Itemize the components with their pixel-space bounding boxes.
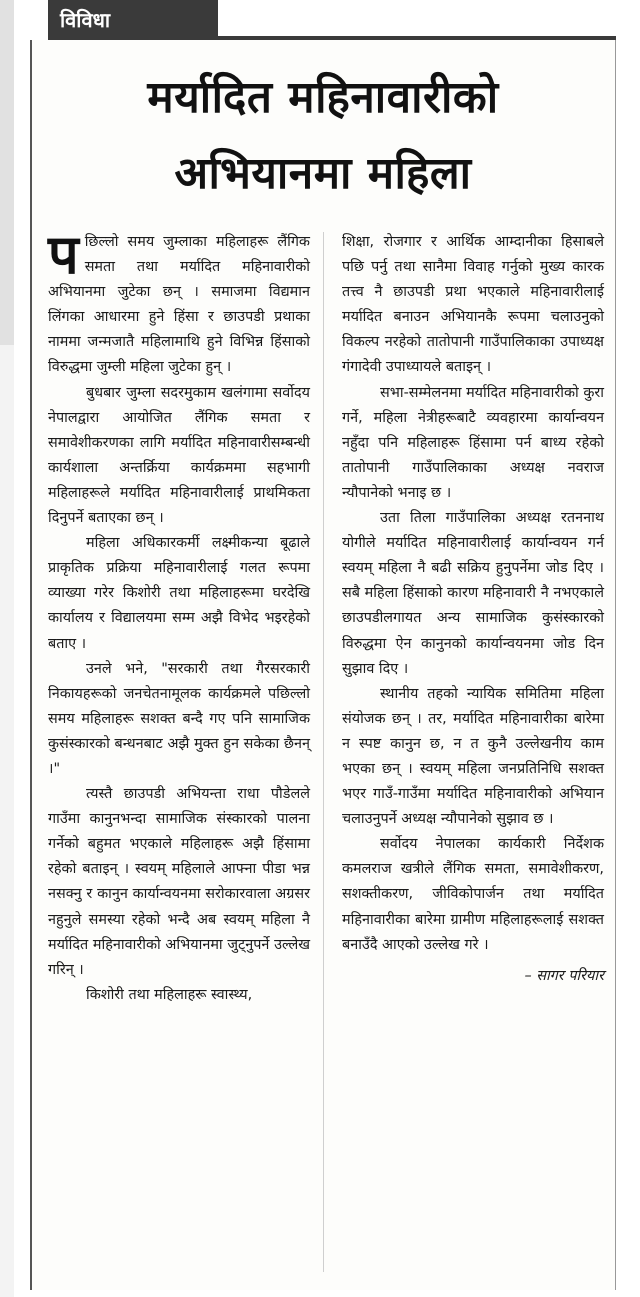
article-column-left (48, 223, 310, 1008)
article-paragraph: शिक्षा, रोजगार र आर्थिक आम्दानीका हिसाबले पछि पर्नु तथा सानैमा विवाह गर्नुको मुख्य कारक तत्त्व नै छाउपडी प्रथा भएकाले महिनावारीलाई मर्यादित बनाउन अभियानकै रूपमा चलाउनुको विकल्प नरहेको तातोपानी गाउँपालिकाका उपाध्यक्ष गंगादेवी उपाध्यायले बताइन् । (342, 234, 604, 376)
article-paragraph: त्यस्तै छाउपडी अभियन्ता राधा पौडेलले गाउँमा कानुनभन्दा सामाजिक संस्कारको पालना गर्नेको बहुमत भएकाले महिलाहरू अझै हिंसामा रहेको बताइन् । स्वयम् महिलाले आफ्ना पीडा भन्न नसक्नु र कानुन कार्यान्वयनमा सरोकारवाला अग्रसर नहुनुले समस्या रहेको भन्दै अब स्वयम् महिला नै मर्यादित महिनावारीको अभियानमा जुट्नुपर्ने उल्लेख गरिन् । (48, 786, 310, 978)
article-paragraph: उता तिला गाउँपालिका अध्यक्ष रतननाथ योगीले मर्यादित महिनावारीलाई कार्यान्वयन गर्न स्वयम् महिला नै बढी सक्रिय हुनुपर्नेमा जोड दिए । सबै महिला हिंसाको कारण महिनावारी नै नभएकाले छाउपडीलगायत अन्य सामाजिक कुसंस्कारको विरुद्धमा ऐन कानुनको कार्यान्वयनमा जोड दिन सुझाव दिए । (342, 510, 604, 677)
drop-cap: प (48, 223, 79, 286)
article-paragraph: स्थानीय तहको न्यायिक समितिमा महिला संयोजक छन् । तर, मर्यादित महिनावारीका बारेमा न स्पष्ट कानुन छ, न त कुनै उल्लेखनीय काम भएका छन् । स्वयम् महिला जनप्रतिनिधि सशक्त भएर गाउँ-गाउँमा मर्यादित महिनावारीको अभियान चलाउनुपर्ने अध्यक्ष न्यौपानेको सुझाव छ । (342, 685, 604, 828)
article-paragraph: उनले भने, "सरकारी तथा गैरसरकारी निकायहरूको जनचेतनामूलक कार्यक्रमले पछिल्लो समय महिलाहरू सशक्त बन्दै गए पनि सामाजिक कुसंस्कारको बन्धनबाट अझै मुक्त हुन सकेका छैनन् ।" (48, 660, 310, 777)
author-byline: – सागर परियार (524, 967, 604, 984)
headline-line-1: मर्यादित महिनावारीको (147, 72, 499, 123)
section-rule (218, 36, 616, 40)
article-column-right (342, 230, 604, 989)
paragraph-text: छिल्लो समय जुम्लाका महिलाहरू लैंगिक समता तथा मर्यादित महिनावारीको अभियानमा जुटेका छन् । समाजमा विद्यमान लिंगका आधारमा हुने हिंसा र छाउपडी प्रथाका नाममा जन्मजातै महिलामाथि हुने विभिन्न हिंसाको विरुद्धमा जुम्ली महिला जुटेका हुन् । (48, 234, 310, 376)
adjacent-page-shade (0, 0, 14, 345)
adjacent-page-edge (0, 0, 14, 1297)
article-paragraph: किशोरी तथा महिलाहरू स्वास्थ्य, (86, 986, 253, 1003)
column-divider (323, 232, 324, 1272)
article-paragraph: बुधबार जुम्ला सदरमुकाम खलंगामा सर्वोदय नेपालद्वारा आयोजित लैंगिक समता र समावेशीकरणका लागि मर्यादित महिनावारीसम्बन्धी कार्यशाला अन्तर्क्रिया कार्यक्रममा सहभागी महिलाहरूले मर्यादित महिनावारीलाई प्राथमिकता दिनुपर्ने बताएका छन् । (48, 384, 310, 527)
article-paragraph: सर्वोदय नेपालका कार्यकारी निर्देशक कमलराज खत्रीले लैंगिक समता, समावेशीकरण, सशक्तीकरण, जीविकोपार्जन तथा मर्यादित महिनावारीका बारेमा ग्रामीण महिलाहरूलाई सशक्त बनाउँदै आएको उल्लेख गरे । (342, 836, 604, 953)
article-paragraph (48, 223, 310, 381)
section-label: विविधा (48, 0, 218, 40)
article-headline (30, 60, 616, 212)
article-paragraph: सभा-सम्मेलनमा मर्यादित महिनावारीको कुरा गर्ने, महिला नेत्रीहरूबाटै व्यवहारमा कार्यान्वयन नहुँदा पनि महिलाहरू हिंसामा पर्न बाध्य रहेको तातोपानी गाउँपालिकाका अध्यक्ष नवराज न्यौपानेको भनाइ छ । (342, 384, 604, 501)
article-paragraph: महिला अधिकारकर्मी लक्ष्मीकन्या बूढाले प्राकृतिक प्रक्रिया महिनावारीलाई गलत रूपमा व्याख्या गरेर किशोरी तथा महिलाहरूमा घरदेखि कार्यालय र विद्यालयमा सम्म अझै विभेद भइरहेको बताए । (48, 535, 310, 652)
headline-line-2: अभियानमा महिला (174, 148, 472, 199)
